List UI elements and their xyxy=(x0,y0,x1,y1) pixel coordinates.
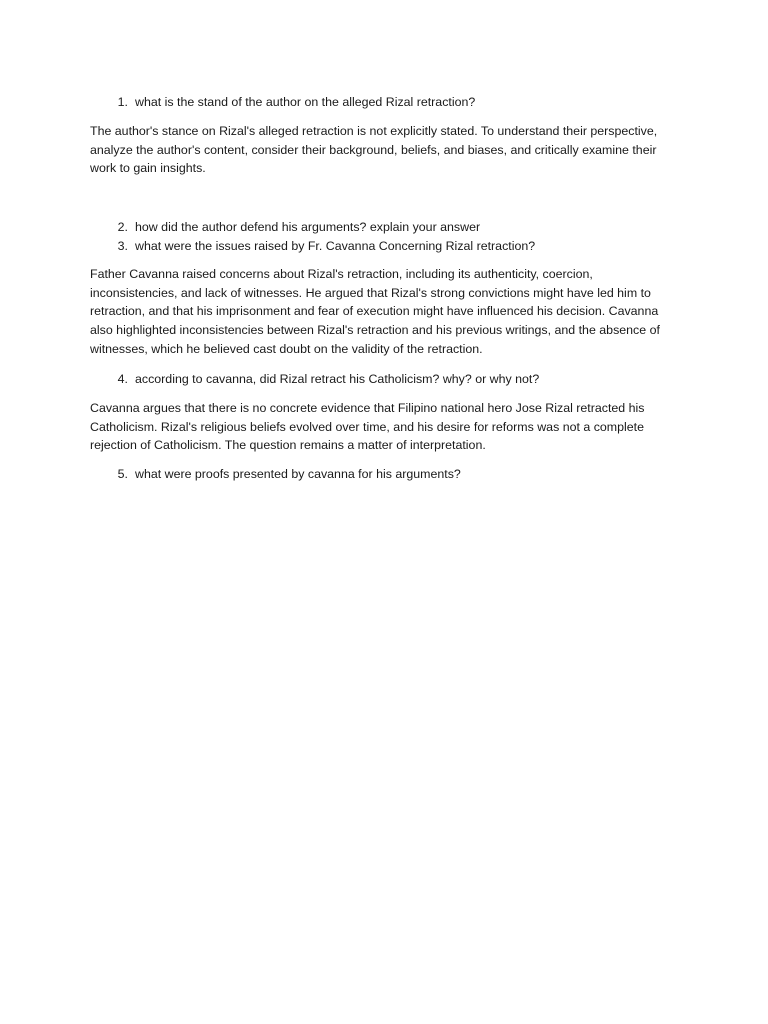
question-text: how did the author defend his arguments? explain your answer xyxy=(135,220,481,234)
question-text: what were the issues raised by Fr. Cavanna Concerning Rizal retraction? xyxy=(135,239,536,253)
answer-4: Cavanna argues that there is no concrete evidence that Filipino national hero Jose Rizal retracted his Catholicism. Rizal's religious beliefs evolved over time, and his desire for reforms was not a complete rejection of Catholicism. The question remains a matter of interpretation. xyxy=(90,401,645,453)
question-number: 3. xyxy=(117,239,128,253)
question-text: according to cavanna, did Rizal retract his Catholicism? why? or why not? xyxy=(135,372,540,386)
question-number: 2. xyxy=(117,220,128,234)
question-text: what is the stand of the author on the alleged Rizal retraction? xyxy=(135,95,476,109)
question-number: 5. xyxy=(117,467,128,481)
answer-3: Father Cavanna raised concerns about Rizal's retraction, including its authenticity, coercion, inconsistencies, and lack of witnesses. He argued that Rizal's strong convictions might have led him to retraction, and that his imprisonment and fear of execution might have influenced his decision. Cavanna also highlighted inconsistencies between Rizal's retraction and his previous writings, and the absence of witnesses, which he believed cast doubt on the validity of the retraction. xyxy=(90,267,660,356)
question-number: 4. xyxy=(117,372,128,386)
answer-1: The author's stance on Rizal's alleged retraction is not explicitly stated. To understand their perspective, analyze the author's content, consider their background, beliefs, and biases, and critically examine their work to gain insights. xyxy=(90,124,658,176)
question-number: 1. xyxy=(117,95,128,109)
question-text: what were proofs presented by cavanna for his arguments? xyxy=(135,467,461,481)
